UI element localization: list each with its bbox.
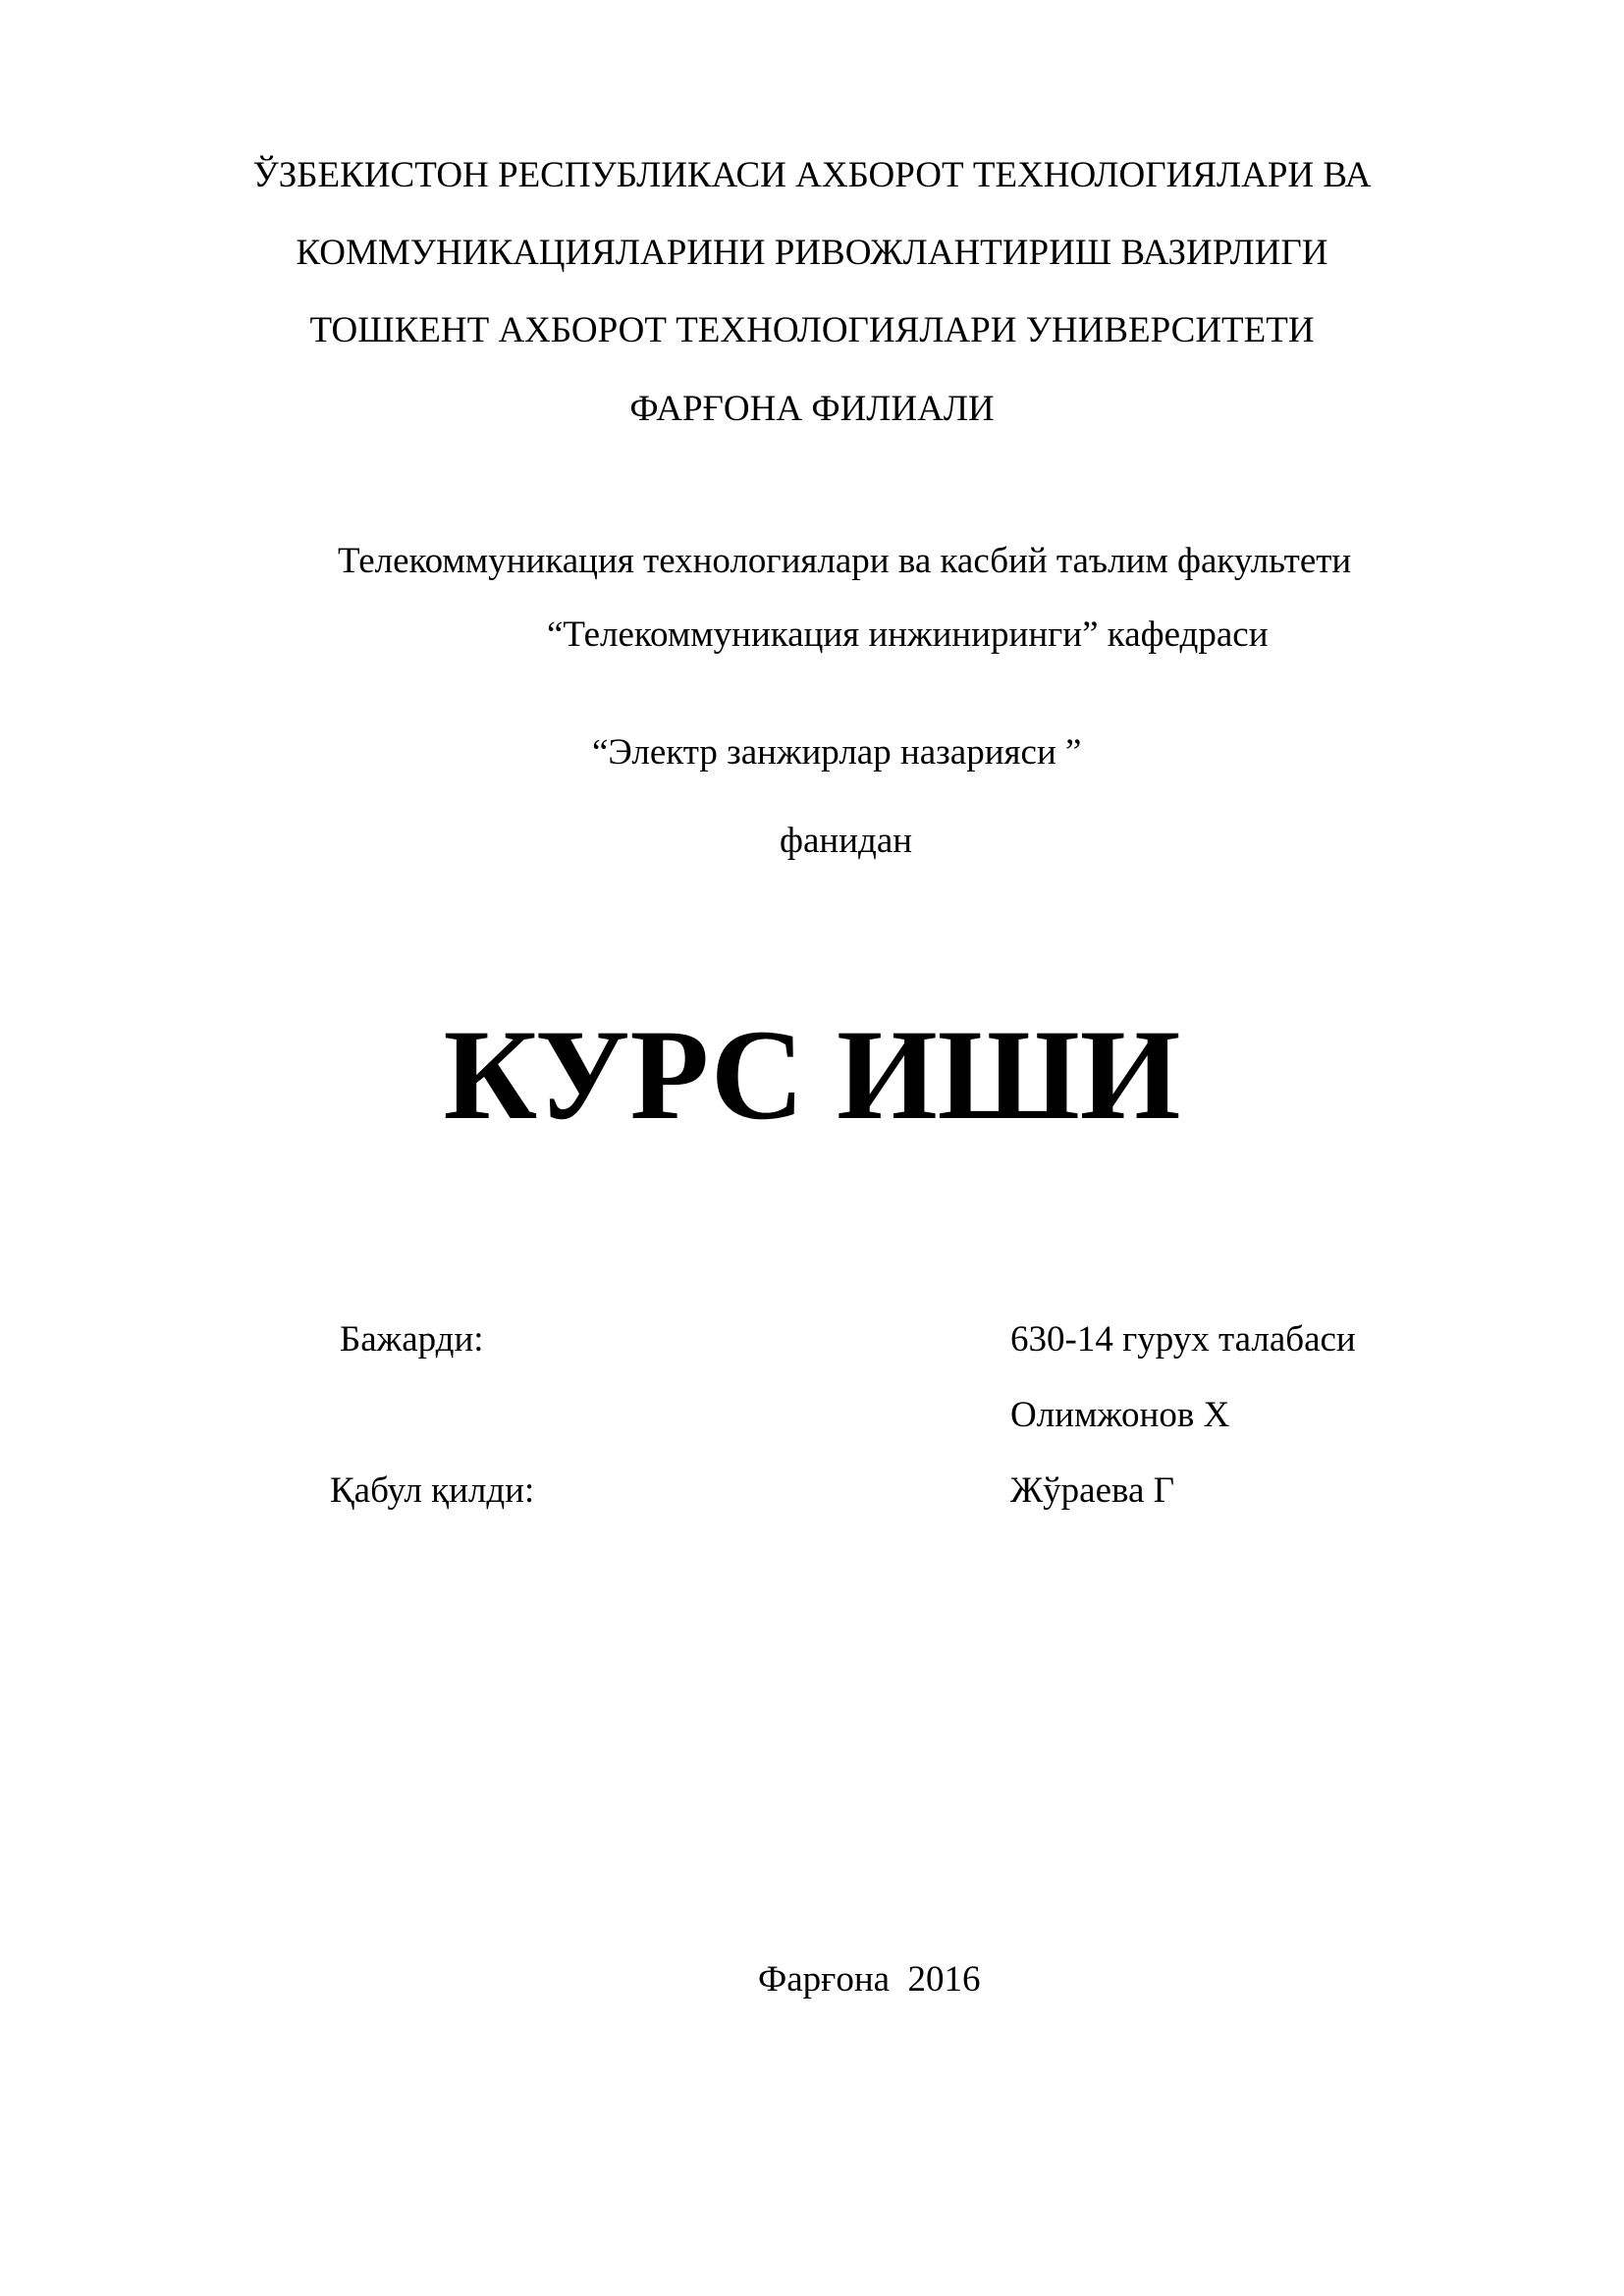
university-name: ТОШКЕНТ АХБОРОТ ТЕХНОЛОГИЯЛАРИ УНИВЕРСИТЕТИ: [309, 310, 1315, 350]
subject-name: “Электр занжирлар назарияси ”: [592, 732, 1082, 773]
student-group: 630-14 гурух талабаси: [1010, 1319, 1356, 1360]
performed-label: Бажарди:: [340, 1319, 484, 1360]
student-name: Олимжонов Х: [1010, 1395, 1230, 1435]
teacher-name: Жўраева Г: [1010, 1470, 1175, 1511]
department-name: “Телекоммуникация инжиниринги” кафедраси: [547, 614, 1269, 655]
ministry-line-1: ЎЗБЕКИСТОН РЕСПУБЛИКАСИ АХБОРОТ ТЕХНОЛОГИЯЛАРИ ВА: [252, 155, 1372, 195]
document-title: КУРС ИШИ: [443, 1002, 1181, 1147]
branch-name: ФАРҒОНА ФИЛИАЛИ: [629, 389, 995, 429]
place-year: Фарғона 2016: [758, 1959, 981, 2000]
subject-suffix: фанидан: [780, 821, 913, 861]
faculty-name: Телекоммуникация технологиялари ва касбий таълим факультети: [338, 541, 1352, 581]
ministry-line-2: КОММУНИКАЦИЯЛАРИНИ РИВОЖЛАНТИРИШ ВАЗИРЛИГИ: [296, 233, 1328, 273]
accepted-label: Қабул қилди:: [330, 1470, 535, 1511]
